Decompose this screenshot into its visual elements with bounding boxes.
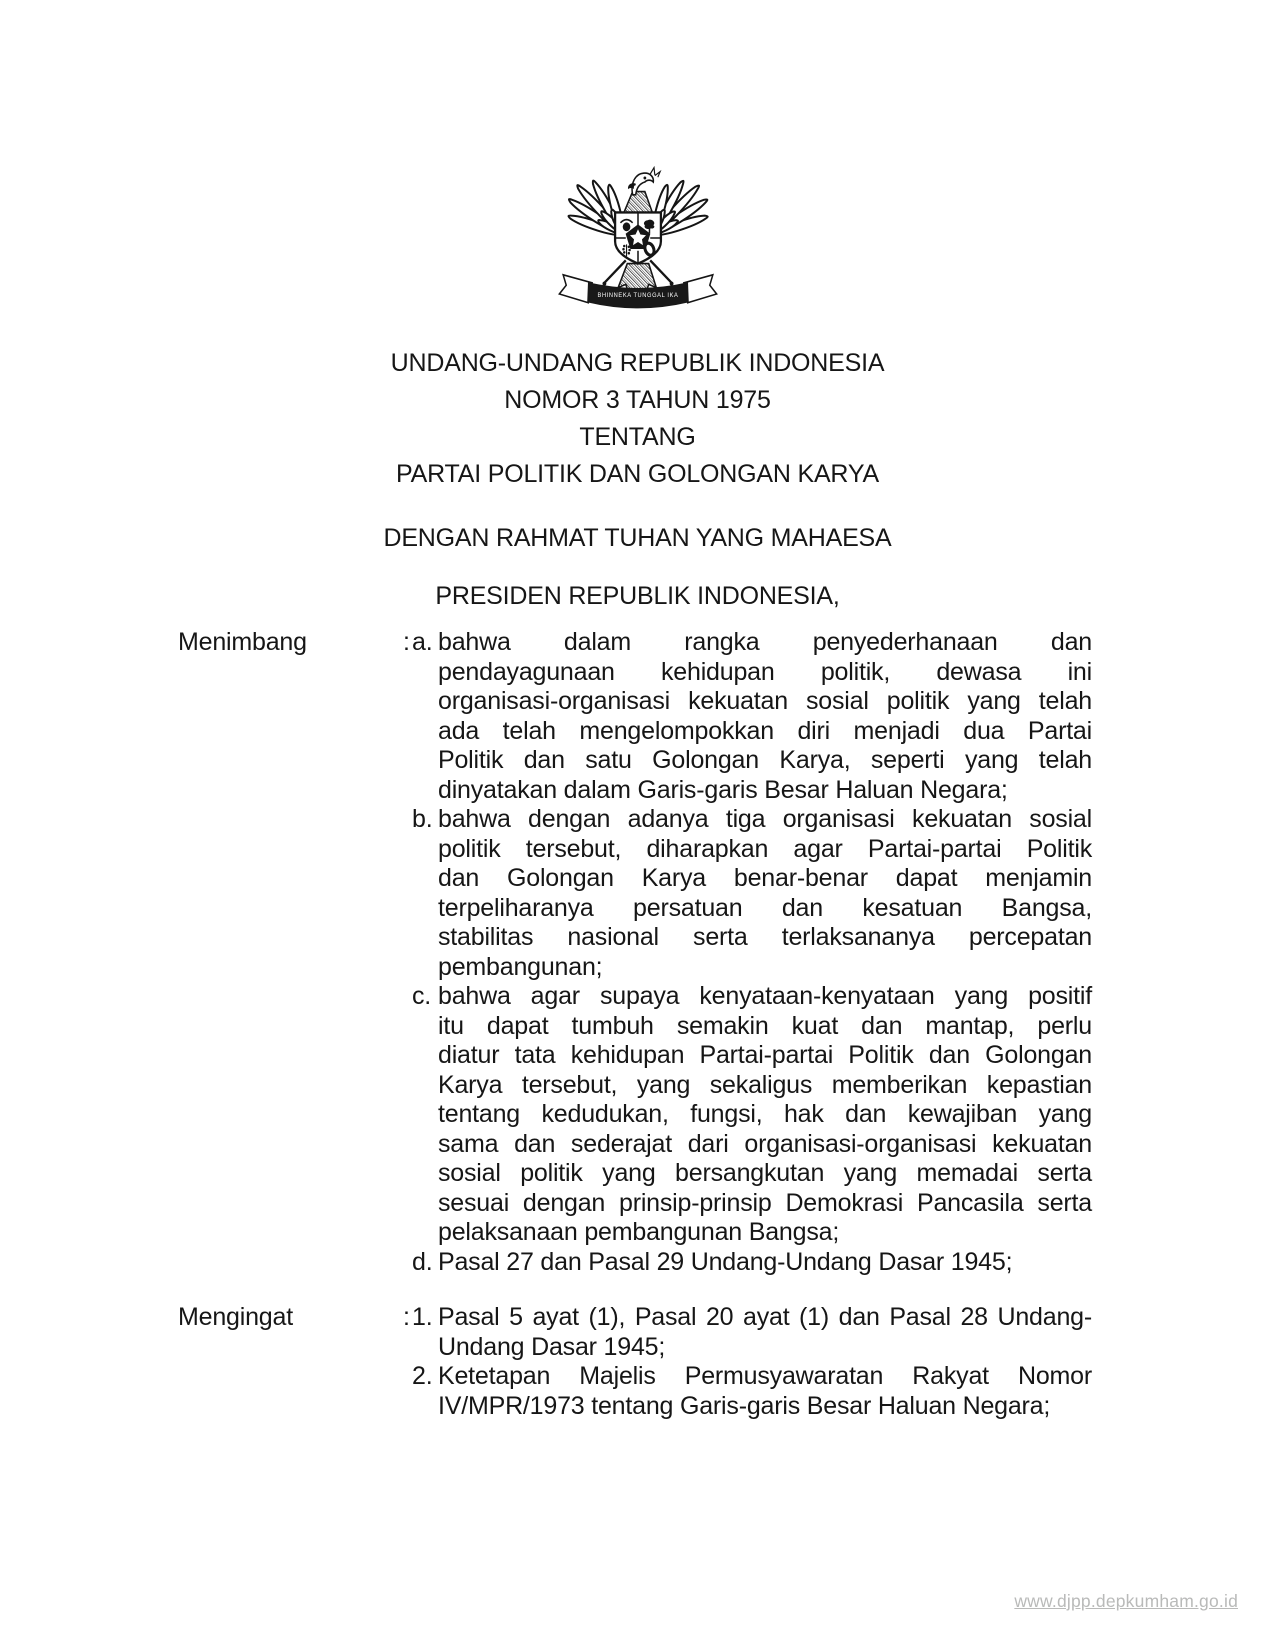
text-line: pendayagunaan kehidupan politik, dewasa ini — [438, 657, 1092, 686]
text-line: Undang Dasar 1945; — [438, 1332, 666, 1361]
section-items — [412, 628, 1092, 1277]
text-line: sesuai dengan prinsip-prinsip Demokrasi Pancasila serta — [438, 1188, 1092, 1217]
list-item — [412, 1248, 1092, 1278]
preamble-content — [178, 628, 1092, 1421]
text-line: dan Golongan Karya benar-benar dapat menjamin — [438, 864, 1092, 892]
section-items — [412, 1303, 1092, 1421]
right-talon — [669, 282, 673, 286]
list-item — [412, 1362, 1092, 1421]
garuda-pancasila-icon — [554, 166, 722, 318]
text-line: Ketetapan Majelis Permusyawaratan Rakyat Nomor — [438, 1362, 1092, 1390]
text-line: politik tersebut, diharapkan agar Partai-partai Politik — [438, 834, 1092, 863]
item-marker: a. — [412, 628, 433, 656]
text-line: bahwa dengan adanya tiga organisasi kekuatan sosial — [438, 805, 1092, 833]
item-text — [438, 982, 1092, 1248]
item-text — [438, 628, 1092, 805]
item-text — [438, 1362, 1092, 1421]
text-line: ada telah mengelompokkan diri menjadi dua Partai — [438, 716, 1092, 745]
item-marker: 1. — [412, 1303, 433, 1331]
item-marker: b. — [412, 805, 433, 833]
text-line: bahwa agar supaya kenyataan-kenyataan yang positif — [438, 982, 1092, 1010]
text-line: stabilitas nasional serta terlaksananya percepatan — [438, 923, 1092, 951]
section-colon: : — [403, 628, 410, 656]
text-line: sama dan sederajat dari organisasi-organisasi kekuatan — [438, 1129, 1092, 1158]
item-text — [438, 1303, 1092, 1362]
emblem-motto: BHINNEKA TUNGGAL IKA — [597, 293, 678, 300]
list-item — [412, 1303, 1092, 1362]
list-item — [412, 805, 1092, 982]
text-line: tentang kedudukan, fungsi, hak dan kewajiban yang — [438, 1100, 1092, 1128]
text-line: pelaksanaan pembangunan Bangsa; — [438, 1218, 840, 1246]
text-line: dinyatakan dalam Garis-garis Besar Haluan Negara; — [438, 775, 1008, 804]
section-label: Mengingat — [178, 1303, 293, 1331]
text-line: diatur tata kehidupan Partai-partai Politik dan Golongan — [438, 1041, 1092, 1069]
section-label: Menimbang — [178, 628, 307, 656]
text-line: terpeliharanya persatuan dan kesatuan Bangsa, — [438, 893, 1092, 922]
title-line-1: UNDANG-UNDANG REPUBLIK INDONESIA — [390, 349, 885, 377]
invocation-line: DENGAN RAHMAT TUHAN YANG MAHAESA — [383, 524, 892, 552]
text-line: itu dapat tumbuh semakin kuat dan mantap, perlu — [438, 1011, 1092, 1040]
item-text — [438, 805, 1092, 982]
document-title — [0, 345, 1275, 493]
text-line: bahwa dalam rangka penyederhanaan dan — [438, 628, 1092, 656]
garuda-pancasila-emblem — [554, 166, 722, 318]
title-line-4: PARTAI POLITIK DAN GOLONGAN KARYA — [396, 460, 879, 488]
section-menimbang — [178, 628, 1092, 1277]
section-colon: : — [403, 1303, 410, 1331]
section-mengingat — [178, 1303, 1092, 1421]
text-line: pembangunan; — [438, 952, 603, 981]
left-talon — [602, 282, 606, 286]
text-line: Politik dan satu Golongan Karya, seperti yang telah — [438, 746, 1092, 774]
text-line: organisasi-organisasi kekuatan sosial politik yang telah — [438, 687, 1092, 715]
list-item — [412, 982, 1092, 1248]
item-marker: c. — [412, 982, 432, 1010]
item-marker: 2. — [412, 1362, 433, 1390]
watermark-link[interactable]: www.djpp.depkumham.go.id — [1014, 1591, 1238, 1611]
eagle-head — [627, 168, 659, 195]
title-line-3: TENTANG — [579, 423, 696, 451]
item-marker: d. — [412, 1247, 433, 1276]
text-line: Pasal 5 ayat (1), Pasal 20 ayat (1) dan Pasal 28 Undang- — [438, 1303, 1092, 1331]
text-line: Karya tersebut, yang sekaligus memberikan kepastian — [438, 1070, 1092, 1099]
item-text — [438, 1248, 1092, 1278]
text-line: sosial politik yang bersangkutan yang memadai serta — [438, 1159, 1092, 1187]
title-line-2: NOMOR 3 TAHUN 1975 — [504, 386, 771, 414]
pancasila-shield — [615, 212, 661, 263]
text-line: Pasal 27 dan Pasal 29 Undang-Undang Dasar 1945; — [438, 1247, 1013, 1276]
list-item — [412, 628, 1092, 805]
issuer-line: PRESIDEN REPUBLIK INDONESIA, — [435, 582, 840, 610]
text-line: IV/MPR/1973 tentang Garis-garis Besar Haluan Negara; — [438, 1391, 1051, 1420]
